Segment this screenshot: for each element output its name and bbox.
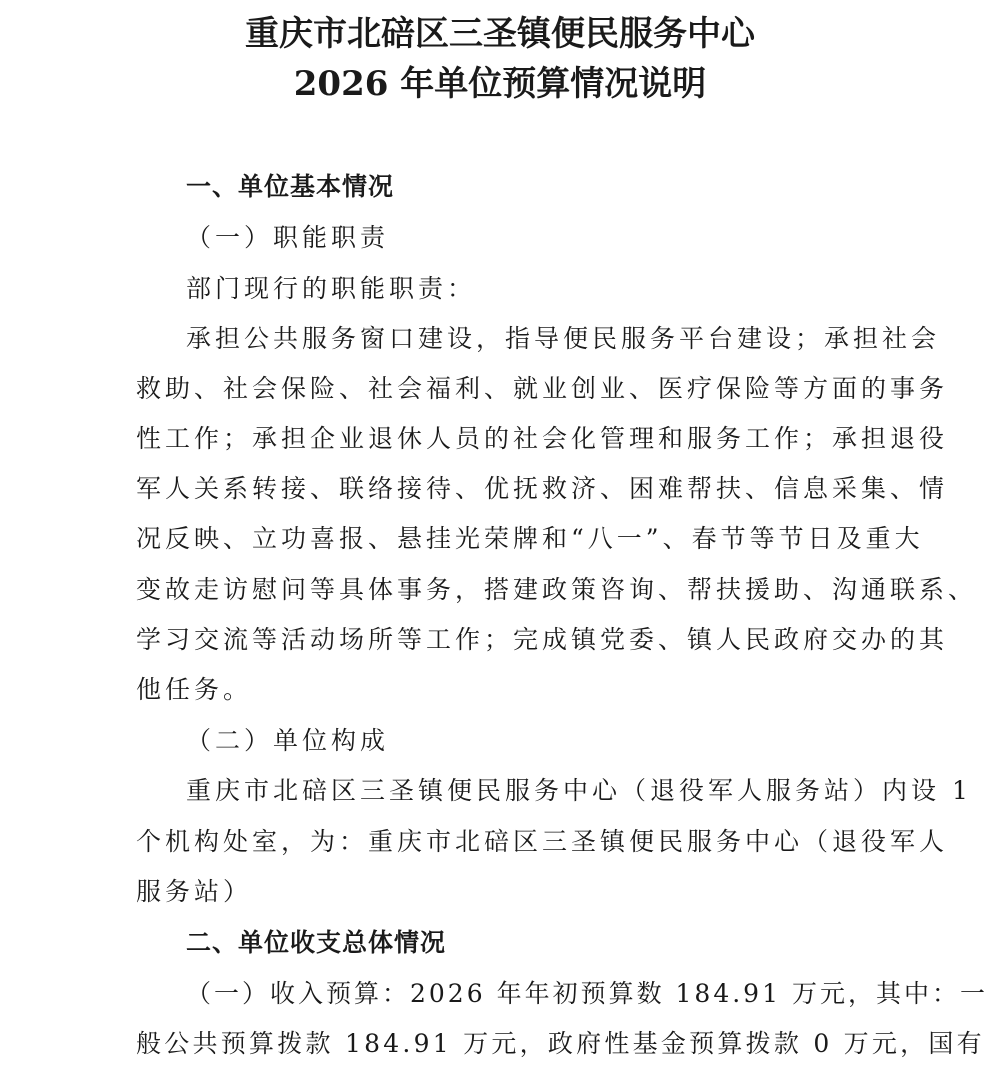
paragraph-line: 重庆市北碚区三圣镇便民服务中心（退役军人服务站）内设 1: [186, 776, 972, 805]
paragraph-line: （一）收入预算：2026 年年初预算数 184.91 万元，其中：一: [186, 979, 988, 1008]
paragraph-line: 个机构处室，为：重庆市北碚区三圣镇便民服务中心（退役军人: [136, 827, 949, 856]
paragraph-line: 部门现行的职能职责：: [186, 274, 477, 303]
paragraph-line: 救助、社会保险、社会福利、就业创业、医疗保险等方面的事务: [136, 374, 949, 403]
paragraph-line: 他任务。: [136, 675, 253, 704]
paragraph-line: 般公共预算拨款 184.91 万元，政府性基金预算拨款 0 万元，国有: [136, 1029, 985, 1058]
paragraph-line: 服务站）: [136, 877, 253, 906]
title-line-2: 2026 年单位预算情况说明: [293, 64, 707, 104]
section-heading: 二、单位收支总体情况: [186, 928, 447, 957]
paragraph-line: 况反映、立功喜报、悬挂光荣牌和“八一”、春节等节日及重大: [136, 524, 924, 553]
section-heading: 一、单位基本情况: [186, 172, 395, 201]
paragraph-line: 变故走访慰问等具体事务，搭建政策咨询、帮扶援助、沟通联系、: [136, 575, 978, 604]
paragraph-line: 学习交流等活动场所等工作；完成镇党委、镇人民政府交办的其: [136, 625, 949, 654]
paragraph-line: 军人关系转接、联络接待、优抚救济、困难帮扶、信息采集、情: [136, 474, 949, 503]
subsection-heading: （一）职能职责: [186, 223, 390, 252]
paragraph-line: 性工作；承担企业退休人员的社会化管理和服务工作；承担退役: [136, 424, 949, 453]
paragraph-line: 承担公共服务窗口建设，指导便民服务平台建设；承担社会: [186, 324, 941, 353]
subsection-heading: （二）单位构成: [186, 726, 390, 755]
title-line-1: 重庆市北碚区三圣镇便民服务中心: [245, 14, 755, 54]
